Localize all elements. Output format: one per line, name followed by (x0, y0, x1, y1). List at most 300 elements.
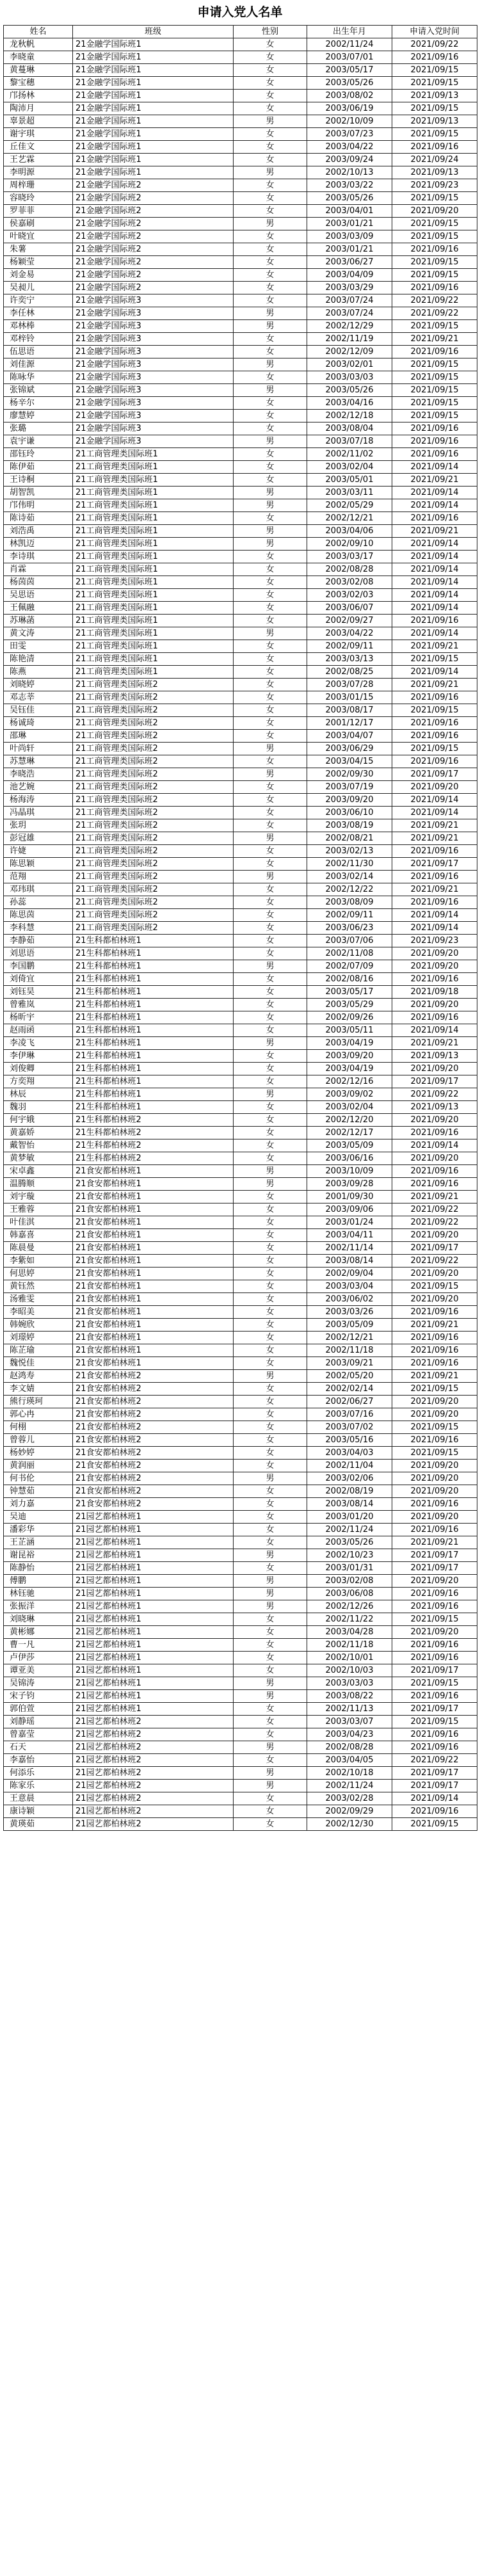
cell-applied-date: 2021/09/15 (392, 1716, 477, 1728)
cell-gender: 女 (234, 1408, 307, 1421)
cell-gender: 男 (234, 307, 307, 320)
cell-name: 曹一凡 (4, 1639, 73, 1652)
cell-name: 周梓珊 (4, 179, 73, 192)
cell-applied-date: 2021/09/15 (392, 1818, 477, 1831)
cell-applied-date: 2021/09/16 (392, 615, 477, 627)
cell-gender: 男 (234, 871, 307, 883)
cell-class: 21工商管理类国际班2 (73, 858, 234, 871)
cell-applied-date: 2021/09/15 (392, 269, 477, 282)
cell-name: 温腾顺 (4, 1178, 73, 1191)
cell-name: 李静茹 (4, 935, 73, 947)
cell-name: 李任林 (4, 307, 73, 320)
table-row (4, 781, 477, 794)
header-name: 姓名 (4, 26, 73, 38)
cell-gender: 女 (234, 1498, 307, 1511)
cell-gender: 女 (234, 1306, 307, 1319)
cell-class: 21食安都柏林班1 (73, 1319, 234, 1332)
cell-class: 21食安都柏林班2 (73, 1447, 234, 1460)
cell-gender: 女 (234, 653, 307, 666)
table-row (4, 320, 477, 333)
cell-class: 21食安都柏林班1 (73, 1332, 234, 1344)
cell-birth: 2002/11/22 (307, 1613, 392, 1626)
cell-name: 邓梓铃 (4, 333, 73, 346)
cell-gender: 女 (234, 128, 307, 141)
cell-birth: 2002/08/19 (307, 1485, 392, 1498)
cell-name: 黄蔓琳 (4, 64, 73, 77)
table-row (4, 858, 477, 871)
cell-gender: 女 (234, 1562, 307, 1575)
table-row (4, 77, 477, 90)
cell-birth: 2003/03/04 (307, 1280, 392, 1293)
cell-applied-date: 2021/09/22 (392, 294, 477, 307)
cell-class: 21金融学国际班1 (73, 154, 234, 166)
cell-birth: 2003/04/01 (307, 205, 392, 218)
table-row (4, 1485, 477, 1498)
cell-birth: 2002/02/14 (307, 1383, 392, 1396)
table-row (4, 269, 477, 282)
cell-applied-date: 2021/09/20 (392, 1472, 477, 1485)
cell-gender: 女 (234, 1421, 307, 1434)
cell-class: 21食安都柏林班2 (73, 1370, 234, 1383)
cell-name: 苏慧琳 (4, 755, 73, 768)
cell-applied-date: 2021/09/16 (392, 1741, 477, 1754)
cell-gender: 女 (234, 1664, 307, 1677)
cell-name: 何宇娥 (4, 1114, 73, 1127)
cell-birth: 2002/11/14 (307, 1242, 392, 1255)
table-row (4, 1178, 477, 1191)
cell-birth: 2003/05/16 (307, 1434, 392, 1447)
cell-name: 刘钰昊 (4, 986, 73, 999)
cell-gender: 男 (234, 384, 307, 397)
cell-birth: 2002/09/11 (307, 909, 392, 922)
table-row (4, 1472, 477, 1485)
cell-class: 21工商管理类国际班1 (73, 551, 234, 563)
table-row (4, 154, 477, 166)
cell-name: 田雯 (4, 640, 73, 653)
cell-name: 郭伯萱 (4, 1703, 73, 1716)
cell-birth: 2003/04/15 (307, 755, 392, 768)
table-row (4, 333, 477, 346)
cell-name: 胡智凯 (4, 487, 73, 499)
table-row (4, 128, 477, 141)
table-row (4, 474, 477, 487)
cell-birth: 2003/04/22 (307, 627, 392, 640)
cell-class: 21园艺都柏林班1 (73, 1626, 234, 1639)
table-row (4, 256, 477, 269)
cell-birth: 2002/09/30 (307, 768, 392, 781)
cell-birth: 2003/02/04 (307, 461, 392, 474)
table-row (4, 679, 477, 691)
table-row (4, 64, 477, 77)
cell-applied-date: 2021/09/16 (392, 717, 477, 730)
cell-gender: 女 (234, 1792, 307, 1805)
table-header-row (4, 26, 477, 38)
cell-name: 李晓童 (4, 51, 73, 64)
cell-class: 21金融学国际班3 (73, 410, 234, 423)
cell-applied-date: 2021/09/14 (392, 563, 477, 576)
cell-class: 21园艺都柏林班1 (73, 1639, 234, 1652)
cell-class: 21生科都柏林班1 (73, 999, 234, 1011)
cell-birth: 2003/01/15 (307, 691, 392, 704)
cell-gender: 男 (234, 1178, 307, 1191)
cell-birth: 2003/06/08 (307, 1588, 392, 1600)
cell-gender: 女 (234, 1229, 307, 1242)
cell-applied-date: 2021/09/21 (392, 832, 477, 845)
cell-gender: 女 (234, 1255, 307, 1268)
cell-applied-date: 2021/09/16 (392, 1178, 477, 1191)
cell-birth: 2002/08/16 (307, 973, 392, 986)
cell-class: 21食安都柏林班2 (73, 1472, 234, 1485)
cell-class: 21工商管理类国际班1 (73, 487, 234, 499)
cell-applied-date: 2021/09/15 (392, 704, 477, 717)
cell-applied-date: 2021/09/17 (392, 1703, 477, 1716)
cell-class: 21园艺都柏林班1 (73, 1600, 234, 1613)
table-row (4, 487, 477, 499)
cell-name: 刘倚宜 (4, 973, 73, 986)
cell-class: 21生科都柏林班2 (73, 1114, 234, 1127)
cell-applied-date: 2021/09/15 (392, 1447, 477, 1460)
cell-name: 范翔 (4, 871, 73, 883)
cell-birth: 2002/12/17 (307, 1127, 392, 1139)
cell-birth: 2003/01/21 (307, 243, 392, 256)
cell-class: 21生科都柏林班1 (73, 986, 234, 999)
table-row (4, 1652, 477, 1664)
cell-birth: 2002/09/27 (307, 615, 392, 627)
cell-class: 21生科都柏林班1 (73, 1024, 234, 1037)
cell-applied-date: 2021/09/15 (392, 128, 477, 141)
cell-gender: 女 (234, 102, 307, 115)
cell-name: 何栩 (4, 1421, 73, 1434)
cell-birth: 2003/09/20 (307, 1050, 392, 1063)
cell-name: 曾雅岚 (4, 999, 73, 1011)
cell-gender: 男 (234, 1472, 307, 1485)
table-row (4, 410, 477, 423)
table-row (4, 1152, 477, 1165)
table-row (4, 730, 477, 743)
cell-birth: 2003/07/24 (307, 307, 392, 320)
cell-birth: 2003/04/22 (307, 141, 392, 154)
cell-gender: 女 (234, 1203, 307, 1216)
cell-applied-date: 2021/09/14 (392, 1024, 477, 1037)
cell-gender: 女 (234, 1447, 307, 1460)
cell-birth: 2003/03/29 (307, 282, 392, 294)
cell-birth: 2003/05/01 (307, 474, 392, 487)
cell-applied-date: 2021/09/13 (392, 115, 477, 128)
cell-gender: 女 (234, 1434, 307, 1447)
cell-name: 韩婉欣 (4, 1319, 73, 1332)
cell-birth: 2003/07/19 (307, 781, 392, 794)
cell-applied-date: 2021/09/15 (392, 1421, 477, 1434)
cell-applied-date: 2021/09/20 (392, 947, 477, 960)
cell-gender: 女 (234, 1216, 307, 1229)
cell-class: 21园艺都柏林班2 (73, 1754, 234, 1767)
table-row (4, 999, 477, 1011)
cell-birth: 2003/02/04 (307, 1101, 392, 1114)
cell-class: 21工商管理类国际班1 (73, 474, 234, 487)
table-row (4, 205, 477, 218)
cell-class: 21园艺都柏林班2 (73, 1805, 234, 1818)
cell-applied-date: 2021/09/21 (392, 474, 477, 487)
cell-class: 21金融学国际班3 (73, 397, 234, 410)
cell-applied-date: 2021/09/16 (392, 1498, 477, 1511)
cell-birth: 2003/08/17 (307, 704, 392, 717)
cell-class: 21生科都柏林班2 (73, 1127, 234, 1139)
cell-birth: 2002/11/02 (307, 448, 392, 461)
cell-applied-date: 2021/09/21 (392, 1319, 477, 1332)
cell-name: 杨颖莹 (4, 256, 73, 269)
cell-gender: 女 (234, 858, 307, 871)
cell-applied-date: 2021/09/20 (392, 781, 477, 794)
cell-name: 何思婷 (4, 1268, 73, 1280)
header-class: 班级 (73, 26, 234, 38)
cell-name: 罗菲菲 (4, 205, 73, 218)
cell-class: 21工商管理类国际班1 (73, 461, 234, 474)
cell-birth: 2003/05/26 (307, 384, 392, 397)
cell-name: 黄润丽 (4, 1460, 73, 1472)
cell-class: 21工商管理类国际班1 (73, 615, 234, 627)
cell-birth: 2003/09/24 (307, 154, 392, 166)
cell-class: 21金融学国际班2 (73, 256, 234, 269)
cell-applied-date: 2021/09/14 (392, 922, 477, 935)
cell-birth: 2002/12/21 (307, 1332, 392, 1344)
cell-gender: 女 (234, 909, 307, 922)
cell-birth: 2003/06/10 (307, 807, 392, 819)
cell-gender: 女 (234, 1357, 307, 1370)
cell-applied-date: 2021/09/16 (392, 1357, 477, 1370)
table-row (4, 1293, 477, 1306)
table-row (4, 294, 477, 307)
cell-name: 刘思语 (4, 947, 73, 960)
cell-applied-date: 2021/09/20 (392, 1268, 477, 1280)
cell-birth: 2003/03/07 (307, 1716, 392, 1728)
cell-applied-date: 2021/09/15 (392, 1280, 477, 1293)
cell-birth: 2002/10/03 (307, 1664, 392, 1677)
cell-gender: 男 (234, 1767, 307, 1780)
cell-gender: 男 (234, 1549, 307, 1562)
cell-name: 宋卓鑫 (4, 1165, 73, 1178)
cell-name: 邓玮琪 (4, 883, 73, 896)
table-row (4, 1037, 477, 1050)
cell-gender: 男 (234, 1575, 307, 1588)
cell-applied-date: 2021/09/14 (392, 487, 477, 499)
cell-applied-date: 2021/09/16 (392, 691, 477, 704)
cell-name: 黄钰然 (4, 1280, 73, 1293)
table-row (4, 179, 477, 192)
cell-birth: 2002/12/18 (307, 410, 392, 423)
cell-name: 陈家乐 (4, 1780, 73, 1792)
table-row (4, 307, 477, 320)
table-row (4, 1383, 477, 1396)
cell-class: 21园艺都柏林班2 (73, 1767, 234, 1780)
cell-name: 黄彬娜 (4, 1626, 73, 1639)
table-row (4, 1460, 477, 1472)
cell-birth: 2003/04/05 (307, 1754, 392, 1767)
cell-class: 21园艺都柏林班1 (73, 1524, 234, 1536)
cell-applied-date: 2021/09/15 (392, 77, 477, 90)
cell-name: 王佩融 (4, 602, 73, 615)
header-gender: 性别 (234, 26, 307, 38)
cell-birth: 2003/04/28 (307, 1626, 392, 1639)
cell-applied-date: 2021/09/20 (392, 1460, 477, 1472)
cell-applied-date: 2021/09/15 (392, 102, 477, 115)
cell-applied-date: 2021/09/15 (392, 64, 477, 77)
cell-applied-date: 2021/09/20 (392, 1114, 477, 1127)
cell-name: 陈艳清 (4, 653, 73, 666)
table-row (4, 1626, 477, 1639)
cell-birth: 2003/05/17 (307, 64, 392, 77)
cell-name: 张璐 (4, 423, 73, 435)
header-birth: 出生年月 (307, 26, 392, 38)
cell-gender: 女 (234, 371, 307, 384)
cell-class: 21工商管理类国际班1 (73, 512, 234, 525)
cell-name: 杨海涛 (4, 794, 73, 807)
cell-name: 黄瑛茹 (4, 1818, 73, 1831)
cell-class: 21园艺都柏林班1 (73, 1536, 234, 1549)
cell-gender: 男 (234, 627, 307, 640)
cell-class: 21食安都柏林班2 (73, 1498, 234, 1511)
cell-class: 21工商管理类国际班2 (73, 730, 234, 743)
cell-gender: 女 (234, 615, 307, 627)
cell-class: 21工商管理类国际班2 (73, 691, 234, 704)
cell-gender: 女 (234, 1101, 307, 1114)
cell-gender: 女 (234, 1191, 307, 1203)
table-row (4, 1728, 477, 1741)
cell-name: 魏悦佳 (4, 1357, 73, 1370)
cell-applied-date: 2021/09/21 (392, 333, 477, 346)
cell-birth: 2002/10/18 (307, 1767, 392, 1780)
cell-class: 21金融学国际班1 (73, 90, 234, 102)
cell-applied-date: 2021/09/16 (392, 1332, 477, 1344)
cell-name: 李科慧 (4, 922, 73, 935)
cell-class: 21工商管理类国际班1 (73, 640, 234, 653)
cell-applied-date: 2021/09/14 (392, 576, 477, 589)
cell-name: 叶尚轩 (4, 743, 73, 755)
table-row (4, 1600, 477, 1613)
cell-birth: 2003/09/21 (307, 1357, 392, 1370)
cell-name: 李明源 (4, 166, 73, 179)
table-row (4, 384, 477, 397)
cell-name: 陈燕 (4, 666, 73, 679)
table-row (4, 499, 477, 512)
cell-birth: 2002/08/21 (307, 832, 392, 845)
table-row (4, 218, 477, 230)
table-row (4, 947, 477, 960)
cell-birth: 2002/09/26 (307, 1011, 392, 1024)
cell-name: 杨辛尔 (4, 397, 73, 410)
cell-gender: 女 (234, 1242, 307, 1255)
cell-name: 陈芷瑜 (4, 1344, 73, 1357)
cell-name: 刘晓婷 (4, 679, 73, 691)
table-row (4, 1114, 477, 1127)
cell-applied-date: 2021/09/16 (392, 1306, 477, 1319)
cell-gender: 女 (234, 333, 307, 346)
table-row (4, 973, 477, 986)
cell-name: 张振洋 (4, 1600, 73, 1613)
cell-applied-date: 2021/09/20 (392, 1575, 477, 1588)
cell-gender: 女 (234, 1332, 307, 1344)
cell-class: 21工商管理类国际班2 (73, 743, 234, 755)
cell-applied-date: 2021/09/22 (392, 1203, 477, 1216)
cell-applied-date: 2021/09/20 (392, 205, 477, 218)
cell-class: 21金融学国际班1 (73, 51, 234, 64)
cell-applied-date: 2021/09/21 (392, 640, 477, 653)
cell-name: 李晓浩 (4, 768, 73, 781)
cell-class: 21食安都柏林班1 (73, 1293, 234, 1306)
cell-name: 陈思茵 (4, 909, 73, 922)
cell-name: 袁宇谦 (4, 435, 73, 448)
cell-applied-date: 2021/09/16 (392, 282, 477, 294)
table-row (4, 1408, 477, 1421)
table-row (4, 1588, 477, 1600)
cell-class: 21园艺都柏林班1 (73, 1613, 234, 1626)
cell-gender: 男 (234, 832, 307, 845)
cell-applied-date: 2021/09/20 (392, 1229, 477, 1242)
cell-class: 21工商管理类国际班2 (73, 845, 234, 858)
table-row (4, 38, 477, 51)
cell-class: 21生科都柏林班1 (73, 935, 234, 947)
cell-name: 侯嘉刷 (4, 218, 73, 230)
cell-name: 廖慧婷 (4, 410, 73, 423)
cell-applied-date: 2021/09/14 (392, 627, 477, 640)
cell-birth: 2003/06/16 (307, 1152, 392, 1165)
table-row (4, 922, 477, 935)
cell-gender: 女 (234, 845, 307, 858)
cell-birth: 2003/07/28 (307, 679, 392, 691)
cell-applied-date: 2021/09/22 (392, 1255, 477, 1268)
cell-gender: 女 (234, 1805, 307, 1818)
cell-birth: 2003/09/02 (307, 1088, 392, 1101)
cell-applied-date: 2021/09/16 (392, 435, 477, 448)
cell-gender: 女 (234, 51, 307, 64)
cell-class: 21生科都柏林班1 (73, 960, 234, 973)
table-row (4, 563, 477, 576)
cell-name: 曾嘉莹 (4, 1728, 73, 1741)
cell-birth: 2003/02/14 (307, 871, 392, 883)
cell-birth: 2002/11/24 (307, 1780, 392, 1792)
cell-class: 21金融学国际班2 (73, 205, 234, 218)
cell-class: 21食安都柏林班1 (73, 1280, 234, 1293)
cell-class: 21金融学国际班2 (73, 282, 234, 294)
cell-class: 21工商管理类国际班2 (73, 922, 234, 935)
cell-birth: 2003/05/26 (307, 192, 392, 205)
cell-applied-date: 2021/09/22 (392, 1216, 477, 1229)
table-row (4, 743, 477, 755)
cell-applied-date: 2021/09/14 (392, 538, 477, 551)
table-row (4, 627, 477, 640)
table-row (4, 115, 477, 128)
cell-gender: 男 (234, 525, 307, 538)
table-row (4, 1088, 477, 1101)
cell-gender: 男 (234, 320, 307, 333)
cell-name: 刘静瑶 (4, 1716, 73, 1728)
cell-gender: 女 (234, 269, 307, 282)
cell-applied-date: 2021/09/16 (392, 1344, 477, 1357)
cell-name: 何添乐 (4, 1767, 73, 1780)
cell-class: 21工商管理类国际班1 (73, 666, 234, 679)
cell-name: 邝伟明 (4, 499, 73, 512)
cell-gender: 男 (234, 743, 307, 755)
cell-class: 21食安都柏林班2 (73, 1408, 234, 1421)
cell-applied-date: 2021/09/14 (392, 807, 477, 819)
cell-name: 李昭美 (4, 1306, 73, 1319)
cell-applied-date: 2021/09/17 (392, 1664, 477, 1677)
table-row (4, 1165, 477, 1178)
cell-name: 陈思颖 (4, 858, 73, 871)
table-row (4, 986, 477, 999)
cell-applied-date: 2021/09/14 (392, 499, 477, 512)
cell-name: 陶沛月 (4, 102, 73, 115)
cell-applied-date: 2021/09/15 (392, 1383, 477, 1396)
